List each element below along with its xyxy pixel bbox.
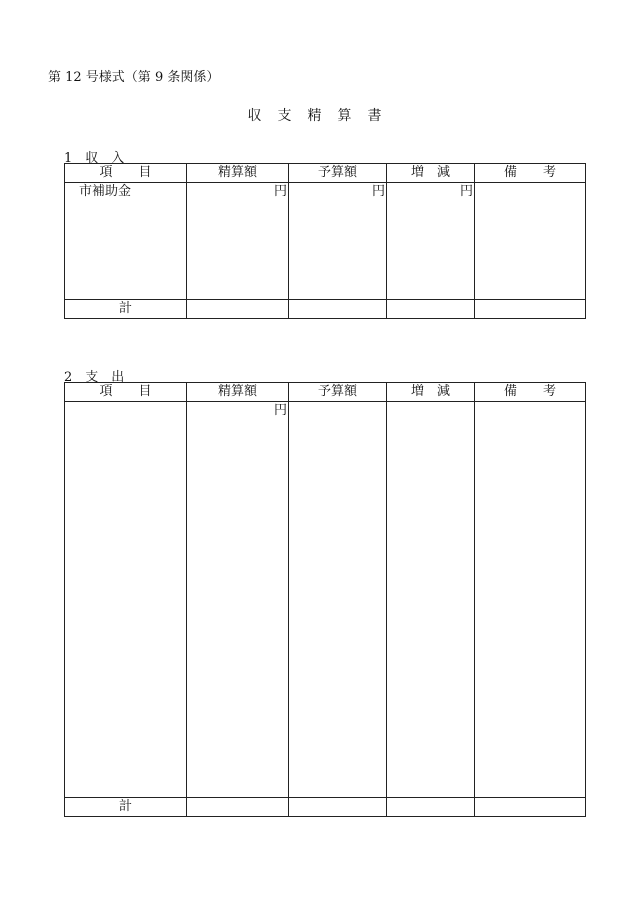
column-header-remarks: 備 考 (475, 164, 586, 183)
column-header-remarks: 備 考 (475, 383, 586, 402)
document-title: 収 支 精 算 書 (247, 108, 383, 124)
column-header-item: 項 目 (65, 164, 187, 183)
income-total-remarks-cell[interactable] (475, 300, 586, 319)
income-heading: 1 収 入 (64, 151, 125, 166)
income-total-difference-cell[interactable] (387, 300, 475, 319)
column-header-item: 項 目 (65, 383, 187, 402)
expense-data-row (65, 402, 586, 798)
income-remarks-cell[interactable] (475, 183, 586, 300)
income-table (64, 163, 586, 319)
expense-total-remarks-cell[interactable] (475, 798, 586, 817)
income-budget-amount-cell[interactable]: 円 (289, 183, 387, 300)
income-difference-cell[interactable]: 円 (387, 183, 475, 300)
income-total-label: 計 (65, 300, 187, 319)
expense-budget-amount-cell[interactable] (289, 402, 387, 798)
column-header-budget-amount: 予算額 (289, 164, 387, 183)
column-header-budget-amount: 予算額 (289, 383, 387, 402)
expense-total-difference-cell[interactable] (387, 798, 475, 817)
income-header-row (65, 164, 586, 183)
income-total-row (65, 300, 586, 319)
expense-total-settled-cell[interactable] (187, 798, 289, 817)
expense-total-row (65, 798, 586, 817)
expense-total-label: 計 (65, 798, 187, 817)
expense-total-budget-cell[interactable] (289, 798, 387, 817)
column-header-settled-amount: 精算額 (187, 164, 289, 183)
income-data-row (65, 183, 586, 300)
income-total-settled-cell[interactable] (187, 300, 289, 319)
expense-difference-cell[interactable] (387, 402, 475, 798)
column-header-settled-amount: 精算額 (187, 383, 289, 402)
income-total-budget-cell[interactable] (289, 300, 387, 319)
expense-remarks-cell[interactable] (475, 402, 586, 798)
column-header-difference: 増 減 (387, 164, 475, 183)
expense-item-cell[interactable] (65, 402, 187, 798)
expense-settled-amount-cell[interactable]: 円 (187, 402, 289, 798)
income-settled-amount-cell[interactable]: 円 (187, 183, 289, 300)
income-item-cell[interactable]: 市補助金 (65, 183, 187, 300)
expense-header-row (65, 383, 586, 402)
column-header-difference: 増 減 (387, 383, 475, 402)
expense-table (64, 382, 586, 817)
expense-heading: 2 支 出 (64, 370, 125, 385)
form-number: 第 12 号様式（第 9 条関係） (48, 70, 220, 85)
